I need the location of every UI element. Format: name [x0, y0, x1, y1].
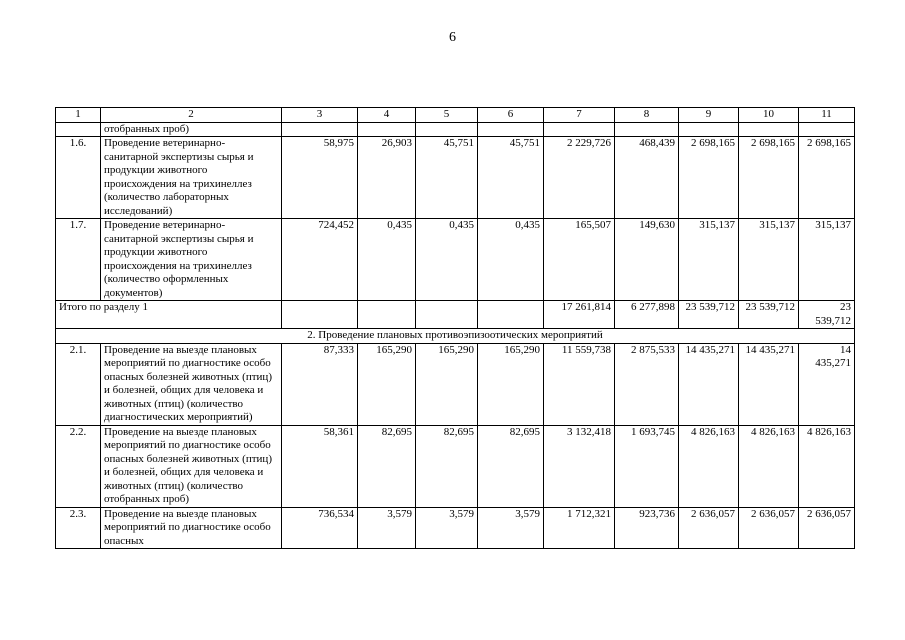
cell-value: 4 826,163: [739, 425, 799, 507]
table-row: [56, 507, 855, 549]
row-description: Проведение ветеринарно-санитарной экспертизы сырья и продукции животного происхождения на трихинеллез (количество оформленных документов): [101, 219, 282, 301]
cell-value: 468,439: [615, 137, 679, 219]
row-number: 1.6.: [56, 137, 101, 219]
column-header: 4: [358, 108, 416, 123]
page-number: 6: [449, 30, 456, 45]
cell-value: 0,435: [478, 219, 544, 301]
column-header: 5: [416, 108, 478, 123]
cell-value: 6 277,898: [615, 301, 679, 329]
table-row: [56, 137, 855, 219]
column-header: 9: [679, 108, 739, 123]
cell-value: 23 539,712: [799, 301, 855, 329]
cell-value: [615, 122, 679, 137]
cell-value: 45,751: [416, 137, 478, 219]
column-header: 7: [544, 108, 615, 123]
cell-value: 2 698,165: [739, 137, 799, 219]
column-header: 2: [101, 108, 282, 123]
row-description: Проведение ветеринарно-санитарной экспертизы сырья и продукции животного происхождения на трихинеллез (количество лабораторных исследований): [101, 137, 282, 219]
table-row: [56, 343, 855, 425]
cell-value: 23 539,712: [739, 301, 799, 329]
cell-value: 14 435,271: [679, 343, 739, 425]
cell-value: 3 132,418: [544, 425, 615, 507]
cell-value: [478, 301, 544, 329]
cell-value: 0,435: [358, 219, 416, 301]
cell-value: 58,975: [282, 137, 358, 219]
table-row: [56, 219, 855, 301]
cell-value: [416, 301, 478, 329]
cell-value: [544, 122, 615, 137]
table-row: [56, 425, 855, 507]
row-number: 2.3.: [56, 507, 101, 549]
section-title: 2. Проведение плановых противоэпизоотических мероприятий: [56, 329, 855, 344]
cell-value: 3,579: [416, 507, 478, 549]
budget-table: [55, 107, 855, 549]
cell-value: 1 693,745: [615, 425, 679, 507]
cell-value: 82,695: [478, 425, 544, 507]
cell-value: 82,695: [358, 425, 416, 507]
row-description: Проведение на выезде плановых мероприятий по диагностике особо опасных болезней животных (птиц) и болезней, общих для человека и животных (птиц) (количество отобранных проб): [101, 425, 282, 507]
cell-value: 82,695: [416, 425, 478, 507]
cell-value: 58,361: [282, 425, 358, 507]
cell-value: 45,751: [478, 137, 544, 219]
cell-value: 11 559,738: [544, 343, 615, 425]
cell-value: 3,579: [358, 507, 416, 549]
cell-value: 165,290: [478, 343, 544, 425]
table-row: [56, 122, 855, 137]
row-number: 2.1.: [56, 343, 101, 425]
cell-value: 0,435: [416, 219, 478, 301]
cell-value: 1 712,321: [544, 507, 615, 549]
cell-value: [358, 122, 416, 137]
cell-value: 14 435,271: [799, 343, 855, 425]
column-header: 10: [739, 108, 799, 123]
cell-value: 2 875,533: [615, 343, 679, 425]
row-number: [56, 122, 101, 137]
cell-value: 4 826,163: [679, 425, 739, 507]
total-row: [56, 301, 855, 329]
section-heading-row: [56, 329, 855, 344]
row-number: 2.2.: [56, 425, 101, 507]
cell-value: 26,903: [358, 137, 416, 219]
cell-value: 315,137: [799, 219, 855, 301]
cell-value: 2 636,057: [799, 507, 855, 549]
column-number-row: [56, 108, 855, 123]
cell-value: 3,579: [478, 507, 544, 549]
cell-value: 87,333: [282, 343, 358, 425]
cell-value: 724,452: [282, 219, 358, 301]
cell-value: 23 539,712: [679, 301, 739, 329]
cell-value: [739, 122, 799, 137]
cell-value: 736,534: [282, 507, 358, 549]
column-header: 8: [615, 108, 679, 123]
cell-value: 14 435,271: [739, 343, 799, 425]
cell-value: 165,290: [358, 343, 416, 425]
row-description: Проведение на выезде плановых мероприятий по диагностике особо опасных: [101, 507, 282, 549]
cell-value: 315,137: [679, 219, 739, 301]
cell-value: 2 636,057: [739, 507, 799, 549]
row-description: отобранных проб): [101, 122, 282, 137]
cell-value: 165,290: [416, 343, 478, 425]
cell-value: [799, 122, 855, 137]
cell-value: [282, 301, 358, 329]
column-header: 1: [56, 108, 101, 123]
cell-value: 2 698,165: [679, 137, 739, 219]
cell-value: [679, 122, 739, 137]
cell-value: 4 826,163: [799, 425, 855, 507]
cell-value: [282, 122, 358, 137]
cell-value: 165,507: [544, 219, 615, 301]
cell-value: 2 698,165: [799, 137, 855, 219]
cell-value: 149,630: [615, 219, 679, 301]
cell-value: [358, 301, 416, 329]
cell-value: [478, 122, 544, 137]
total-label: Итого по разделу 1: [56, 301, 282, 329]
cell-value: 923,736: [615, 507, 679, 549]
column-header: 11: [799, 108, 855, 123]
column-header: 3: [282, 108, 358, 123]
cell-value: 2 229,726: [544, 137, 615, 219]
column-header: 6: [478, 108, 544, 123]
cell-value: 17 261,814: [544, 301, 615, 329]
cell-value: 315,137: [739, 219, 799, 301]
row-description: Проведение на выезде плановых мероприятий по диагностике особо опасных болезней животных (птиц) и болезней, общих для человека и животных (птиц) (количество диагностических мероприятий): [101, 343, 282, 425]
row-number: 1.7.: [56, 219, 101, 301]
cell-value: 2 636,057: [679, 507, 739, 549]
cell-value: [416, 122, 478, 137]
